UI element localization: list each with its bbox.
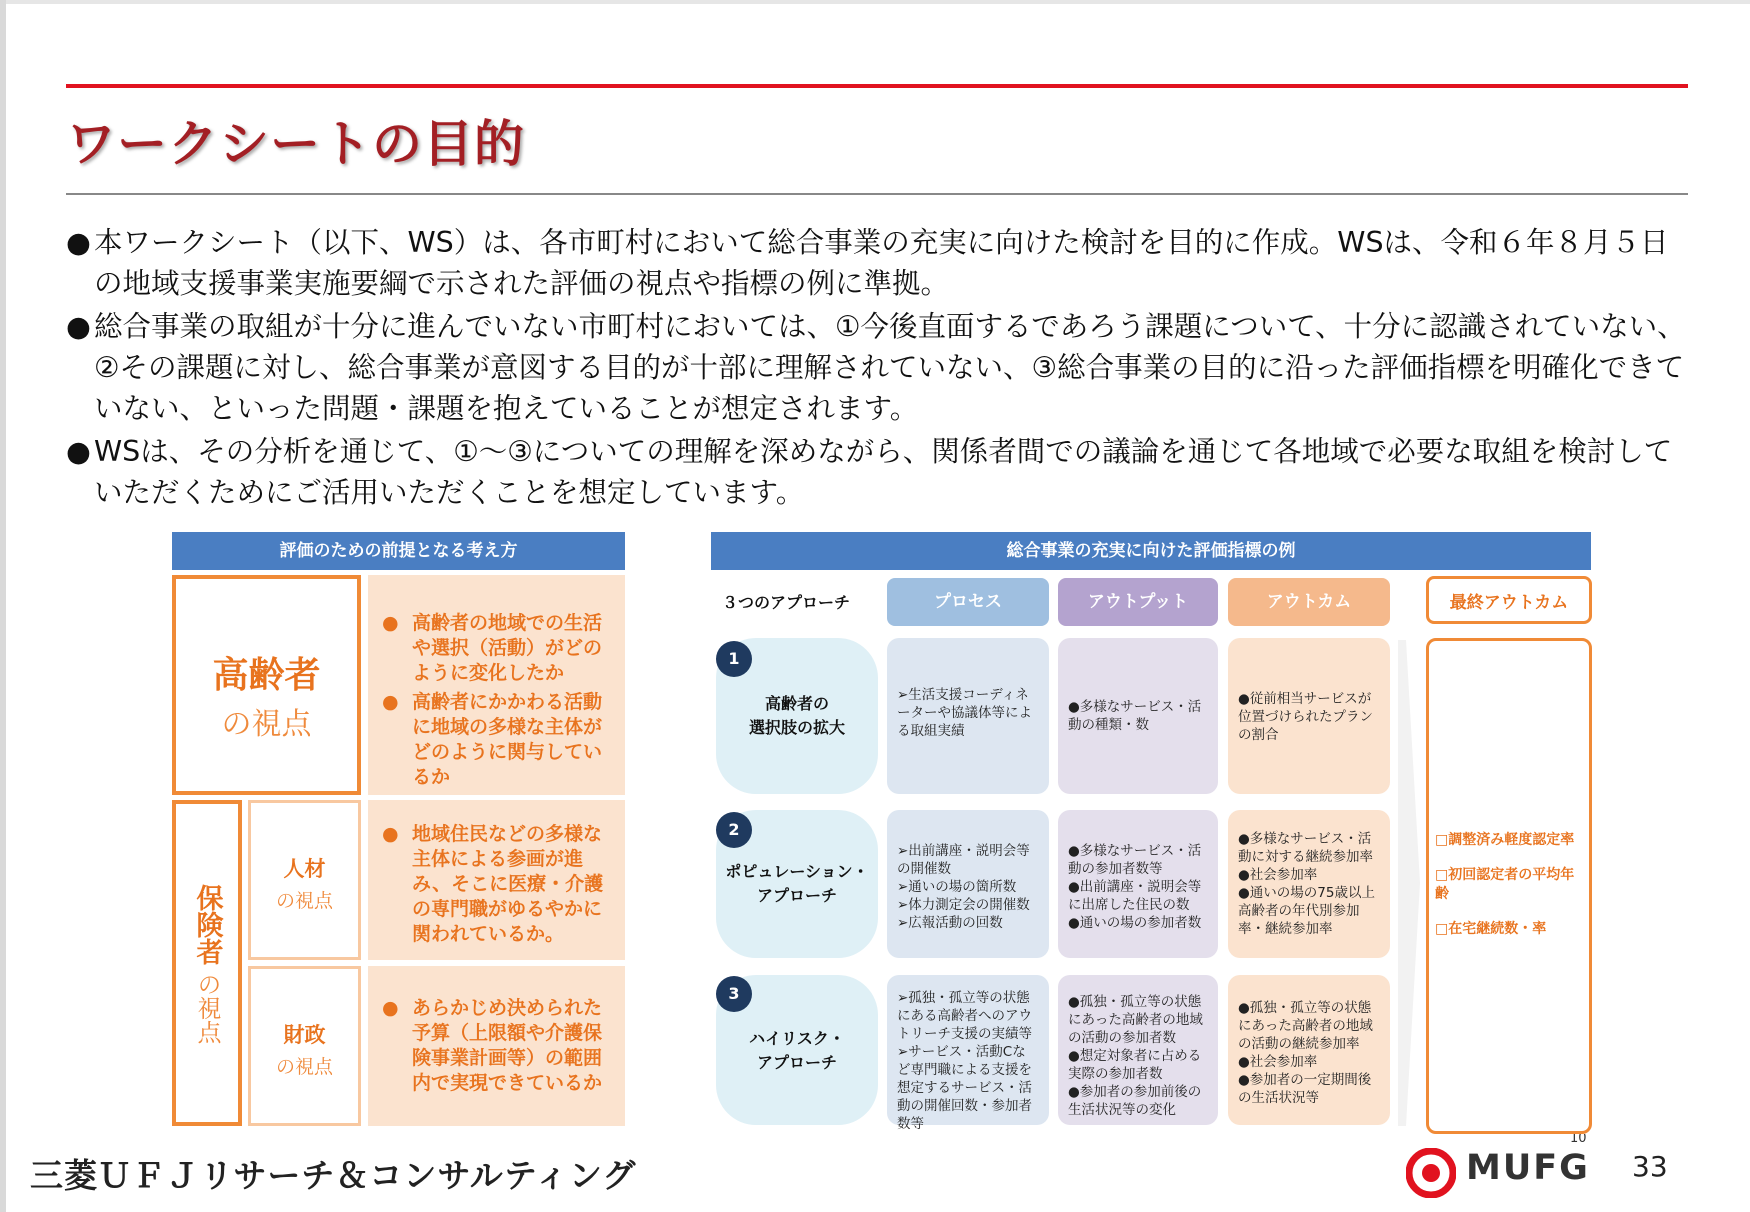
cell-item: ●社会参加率 (1238, 1054, 1318, 1070)
page-title: ワークシートの目的 (66, 115, 525, 173)
final-item: □調整済み軽度認定率 (1435, 832, 1575, 848)
final-outcome-column-header: 最終アウトカム (1426, 576, 1592, 624)
list-item (382, 996, 618, 1096)
cell-item: ●出前講座・説明会等に出席した住民の数 (1068, 879, 1202, 913)
bullet-dot-icon: ● (66, 226, 91, 259)
cell-item: ●社会参加率 (1238, 867, 1318, 883)
approach-name-line: ポピュレーション・ (725, 862, 869, 881)
output-cell (1058, 975, 1218, 1125)
final-item: □初回認定者の平均年齢 (1435, 867, 1575, 902)
cell-item: ●孤独・孤立等の状態にあった高齢者の地域の活動の継続参加率 (1238, 1000, 1373, 1052)
output-cell (1058, 810, 1218, 958)
talent-perspective-box (248, 800, 361, 960)
brand-name: MUFG (1466, 1148, 1590, 1188)
process-column-header: プロセス (887, 578, 1049, 626)
company-name: 三菱ＵＦＪリサーチ＆コンサルティング (30, 1156, 637, 1195)
approach-name (716, 1027, 878, 1075)
cell-item: ➢サービス・活動Cなど専門職による支援を想定するサービス・活動の開催回数・参加者数等 (897, 1044, 1032, 1132)
flow-arrow-icon (1398, 640, 1420, 1126)
cell-item: ➢出前講座・説明会等の開催数 (897, 843, 1030, 877)
output-cell (1058, 638, 1218, 794)
approach-number-badge: 1 (716, 641, 752, 677)
bullet-list (66, 222, 1696, 515)
title-divider (66, 193, 1688, 195)
approach-number-badge: 2 (716, 812, 752, 848)
approach-column-label: ３つのアプローチ (721, 593, 850, 612)
title-accent-line (66, 84, 1688, 88)
cell-item: ●多様なサービス・活動に対する継続参加率 (1238, 831, 1373, 865)
cell-item: ●参加者の一定期間後の生活状況等 (1238, 1072, 1372, 1106)
list-item (382, 690, 618, 790)
finance-suffix: の視点 (275, 1056, 333, 1078)
bullet-text: 総合事業の取組が十分に進んでいない市町村においては、①今後直面するであろう課題について、十分に認識されていない、②その課題に対し、総合事業が意図する目的が十部に理解されていない、③総合事業の目的に沿った評価指標を明確化できていない、といった問題・課題を抱えていることが想定されます。 (94, 310, 1686, 425)
elderly-suffix: の視点 (221, 707, 312, 742)
insurer-label: 保険者 (191, 884, 223, 965)
elderly-perspective-box (172, 575, 361, 795)
bullet-dot-icon: ● (382, 691, 399, 713)
criteria-text: あらかじめ決められた予算（上限額や介護保険事業計画等）の範囲内で実現できているか (412, 997, 603, 1094)
criteria-text: 高齢者にかかわる活動に地域の多様な主体がどのように関与しているか (412, 691, 603, 788)
cell-item: ➢広報活動の回数 (897, 915, 1003, 931)
page-number: 33 (1632, 1150, 1668, 1183)
approach-name-line: アプローチ (756, 1053, 837, 1072)
approach-name-line: 選択肢の拡大 (748, 718, 845, 737)
cell-item: ●多様なサービス・活動の参加者数等 (1068, 843, 1202, 877)
inner-page-number: 10 (1570, 1134, 1587, 1142)
cell-item: ➢孤独・孤立等の状態にある高齢者へのアウトリーチ支援の実績等 (897, 990, 1032, 1042)
cell-item: ●孤独・孤立等の状態にあった高齢者の地域の活動の参加者数 (1068, 994, 1203, 1046)
approach-name-line: アプローチ (756, 886, 837, 905)
criteria-text: 高齢者の地域での生活や選択（活動）がどのように変化したか (412, 612, 603, 684)
talent-suffix: の視点 (275, 890, 333, 912)
final-outcome-box (1426, 638, 1592, 1134)
bullet-dot-icon: ● (66, 310, 91, 343)
cell-item: ●通いの場の75歳以上高齢者の年代別参加率・継続参加率 (1238, 885, 1375, 937)
elderly-criteria-box (368, 575, 625, 795)
final-outcome-list (1435, 831, 1585, 939)
criteria-text: 地域住民などの多様な主体による参画が進み、そこに医療・介護の専門職がゆるやかに関われているか。 (412, 823, 604, 945)
bullet-dot-icon: ● (382, 612, 399, 634)
elderly-label: 高齢者 (212, 655, 321, 696)
bullet-dot-icon: ● (66, 435, 91, 468)
cell-item: ●多様なサービス・活動の種類・数 (1068, 699, 1202, 733)
approach-name (716, 860, 878, 908)
outcome-column-header: アウトカム (1228, 578, 1390, 626)
finance-criteria-box (368, 966, 625, 1126)
insurer-perspective-box (172, 800, 242, 1126)
approach-number-badge: 3 (716, 976, 752, 1012)
process-cell (887, 810, 1049, 958)
outcome-cell (1228, 810, 1390, 958)
cell-item: ●想定対象者に占める実際の参加者数 (1068, 1048, 1202, 1082)
bullet-item (66, 431, 1696, 513)
insurer-suffix: の視点 (193, 972, 221, 1044)
talent-label: 人材 (283, 857, 326, 881)
final-item: □在宅継続数・率 (1435, 921, 1547, 937)
bullet-dot-icon: ● (382, 823, 399, 845)
cell-item: ●参加者の参加前後の生活状況等の変化 (1068, 1084, 1202, 1118)
talent-criteria-list (382, 822, 618, 947)
finance-label: 財政 (283, 1023, 326, 1047)
approach-name-line: 高齢者の (764, 694, 829, 713)
window-top-border (0, 0, 1750, 4)
bullet-text: WSは、その分析を通じて、①～③についての理解を深めながら、関係者間での議論を通じて各地域で必要な取組を検討していただくためにご活用いただくことを想定しています。 (94, 435, 1673, 509)
process-cell (887, 638, 1049, 794)
talent-criteria-box (368, 800, 625, 960)
cell-item: ➢通いの場の箇所数 (897, 879, 1017, 895)
list-item (382, 611, 618, 686)
cell-item: ➢生活支援コーディネーターや協議体等による取組実績 (897, 687, 1032, 739)
outcome-cell (1228, 975, 1390, 1125)
window-left-border (0, 0, 6, 1212)
elderly-criteria-list (382, 611, 618, 790)
cell-item: ➢体力測定会の開催数 (897, 897, 1030, 913)
cell-item: ●通いの場の参加者数 (1068, 915, 1202, 931)
bullet-item (66, 222, 1696, 304)
list-item (382, 822, 618, 947)
process-cell (887, 975, 1049, 1132)
outcome-cell (1228, 638, 1390, 794)
finance-criteria-list (382, 996, 618, 1096)
approach-name (716, 692, 878, 740)
bullet-dot-icon: ● (382, 997, 399, 1019)
approach-name-line: ハイリスク・ (749, 1029, 845, 1048)
left-panel-header: 評価のための前提となる考え方 (172, 532, 625, 570)
bullet-text: 本ワークシート（以下、WS）は、各市町村において総合事業の充実に向けた検討を目的に作成。WSは、令和６年８月５日の地域支援事業実施要綱で示された評価の視点や指標の例に準拠。 (94, 226, 1669, 300)
cell-item: ●従前相当サービスが位置づけられたプランの割合 (1238, 691, 1373, 743)
bullet-item (66, 306, 1696, 429)
mufg-logo-icon (1406, 1148, 1456, 1198)
right-panel-header: 総合事業の充実に向けた評価指標の例 (711, 532, 1591, 570)
output-column-header: アウトプット (1058, 578, 1218, 626)
finance-perspective-box (248, 966, 361, 1126)
